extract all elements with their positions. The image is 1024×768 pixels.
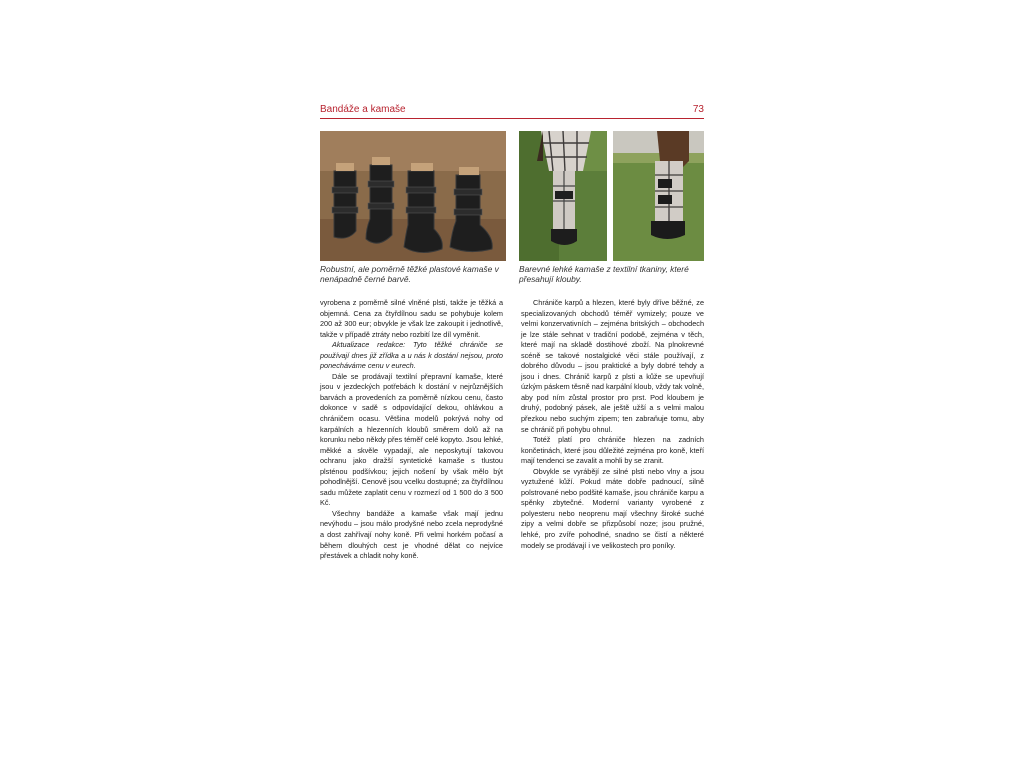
section-title: Bandáže a kamaše	[320, 104, 406, 115]
photo-plastic-boots	[320, 131, 506, 261]
paragraph: vyrobena z poměrně silné vlněné plsti, takže je těžká a objemná. Cena za čtyřdílnou sadu se pohybuje kolem 200 až 300 eur; obvykle je však lze zakoupit i jednotlivě, takže v případě ztráty nebo rozbití lze díl vyměnit.	[320, 298, 503, 339]
book-page	[320, 100, 704, 620]
paragraph: Chrániče karpů a hlezen, které byly dříve běžné, ze specializovaných obchodů téměř vymizely; pouze ve velmi konzervativních – zejména britských – obchodech je lze stále sehnat v tradiční podobě, zejména v těch, které mají na skladě dostihové zboží. Na plnokrevné scéně se takové nostalgické věci stále používají, z dobrého důvodu – jsou praktické a byly dobré tehdy a jsou i dnes. Chránič karpů z plsti a kůže se upevňují úzkým páskem těsně nad karpální kloub, vždy tak volně, aby pod ním zůstal prostor pro prst. Pod kloubem je druhý, podobný pásek, ale ještě užší a s velmi malou přezkou nebo suchým zipem; ten zabraňuje tomu, aby se chránič při pohybu ohnul.	[521, 298, 704, 434]
paragraph: Všechny bandáže a kamaše však mají jednu nevýhodu – jsou málo prodyšné nebo zcela neprodyšné a dost zahřívají nohy koně. Při velmi horkém počasí a během dlouhých cest je vhodné dělat co nejvíce přestávek a chladit nohy koně.	[320, 508, 503, 561]
text-column-right	[521, 298, 704, 551]
figure-caption: Barevné lehké kamaše z textilní tkaniny, které přesahují klouby.	[519, 264, 689, 285]
photo-horse-boots-front	[519, 131, 607, 261]
page-number: 73	[692, 104, 704, 115]
paragraph: Dále se prodávají textilní přepravní kamaše, které jsou v jezdeckých potřebách k dostání v nejrůznějších barvách a provedeních za poměrně nízkou cenu, často dokonce v sadě s odpovídající dekou, ohlávkou a chráničem ocasu. Většina modelů pokrývá nohy od karpálních a hlezenních kloubů směrem dolů až na korunku nebo někdy přes téměř celé kopyto. Jsou lehké, měkké a skvěle vypadají, ale neposkytují takovou ochranu jako dražší syntetické kamaše s tlustou plsténou podšívkou; jejich nošení by však mělo být pohodlnější. Cenově jsou vcelku dostupné; za čtyřdílnou sadu můžete zaplatit cenu v rozmezí od 1 500 do 3 500 Kč.	[320, 371, 503, 508]
text-column-left	[320, 298, 503, 562]
paragraph: Obvykle se vyrábějí ze silné plsti nebo vlny a jsou vyztužené kůží. Pokud máte dobře padnoucí, silně polstrované nebo podšité kamaše, jsou chrániče karpu a spěnky zbytečné. Moderní varianty vyrobené z polyesteru nebo neoprenu mají všechny široké suché zipy a velmi dobře se přizpůsobí noze; jsou pružné, lehké, pro zvíře pohodlné, snadno se čistí a některé modely se prodávají i ve velikostech pro poníky.	[521, 466, 704, 550]
photo-horse-boots-side	[613, 131, 704, 261]
editor-note: Aktualizace redakce: Tyto těžké chrániče se používají dnes již zřídka a u nás k dostání nejsou, proto ponecháváme cenu v eurech.	[320, 340, 503, 371]
page-header	[320, 100, 704, 119]
paragraph: Totéž platí pro chrániče hlezen na zadních končetinách, které jsou důležité zejména pro koně, kteří mají tendenci se zavalit a mohli by se zranit.	[521, 435, 704, 466]
figure-caption: Robustní, ale poměrně těžké plastové kamaše v nenápadně černé barvě.	[320, 264, 499, 285]
